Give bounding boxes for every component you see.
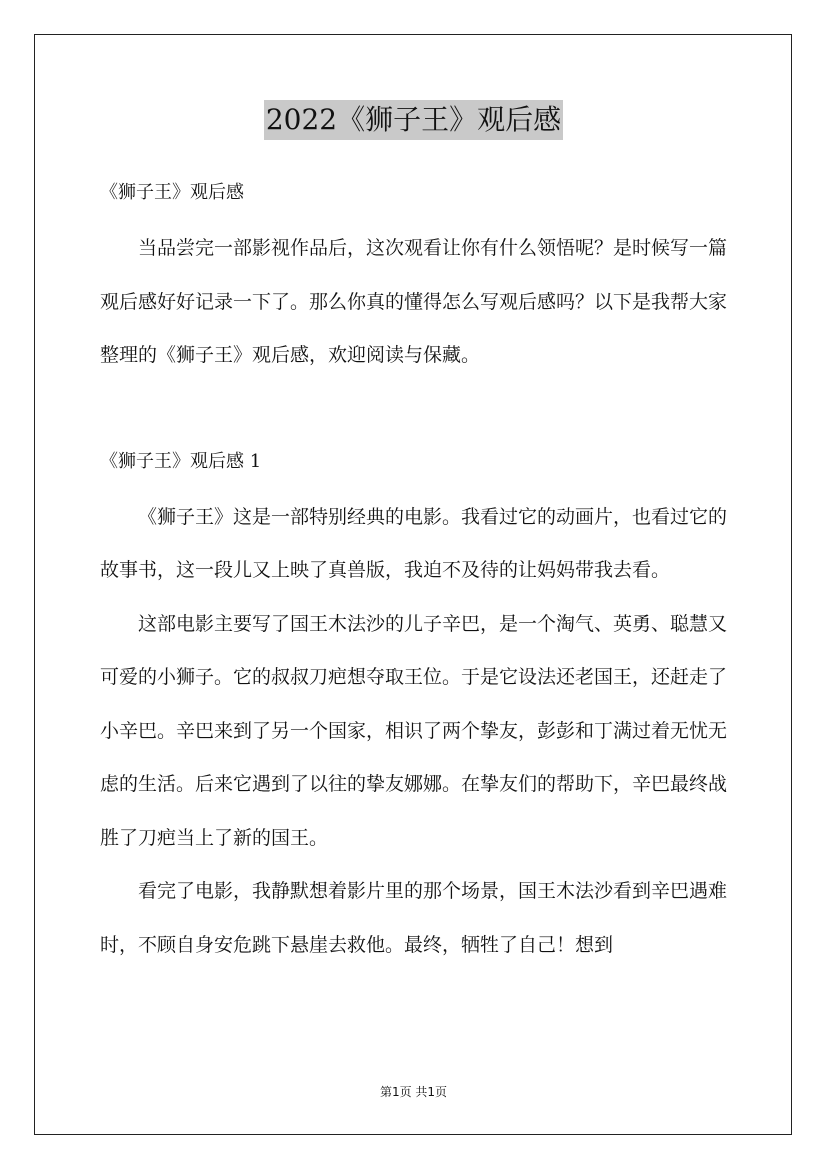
document-body — [100, 172, 727, 972]
body-paragraph-2: 这部电影主要写了国王木法沙的儿子辛巴，是一个淘气、英勇、聪慧又可爱的小狮子。它的叔叔刀疤想夺取王位。于是它设法还老国王，还赶走了小辛巴。辛巴来到了另一个国家，相识了两个挚友，彭彭和丁满过着无忧无虑的生活。后来它遇到了以往的挚友娜娜。在挚友们的帮助下，辛巴最终战胜了刀疤当上了新的国王。 — [100, 612, 728, 849]
document-subtitle: 《狮子王》观后感 — [100, 182, 244, 203]
body-paragraph-1: 《狮子王》这是一部特别经典的电影。我看过它的动画片，也看过它的故事书，这一段儿又上映了真兽版，我迫不及待的让妈妈带我去看。 — [100, 505, 728, 581]
intro-paragraph: 当品尝完一部影视作品后，这次观看让你有什么领悟呢？是时候写一篇观后感好好记录一下了。那么你真的懂得怎么写观后感吗？以下是我帮大家整理的《狮子王》观后感，欢迎阅读与保藏。 — [100, 237, 728, 366]
spacer — [100, 483, 727, 491]
body-paragraph-3: 看完了电影，我静默想着影片里的那个场景，国王木法沙看到辛巴遇难时，不顾自身安危跳下悬崖去救他。最终，牺牲了自己！想到 — [100, 880, 728, 956]
title-container — [0, 100, 827, 140]
spacer — [100, 214, 727, 222]
document-title: 2022《狮子王》观后感 — [264, 100, 563, 140]
section-heading: 《狮子王》观后感 1 — [100, 450, 262, 472]
spacer — [100, 383, 727, 441]
page-footer: 第1页 共1页 — [379, 1085, 448, 1099]
